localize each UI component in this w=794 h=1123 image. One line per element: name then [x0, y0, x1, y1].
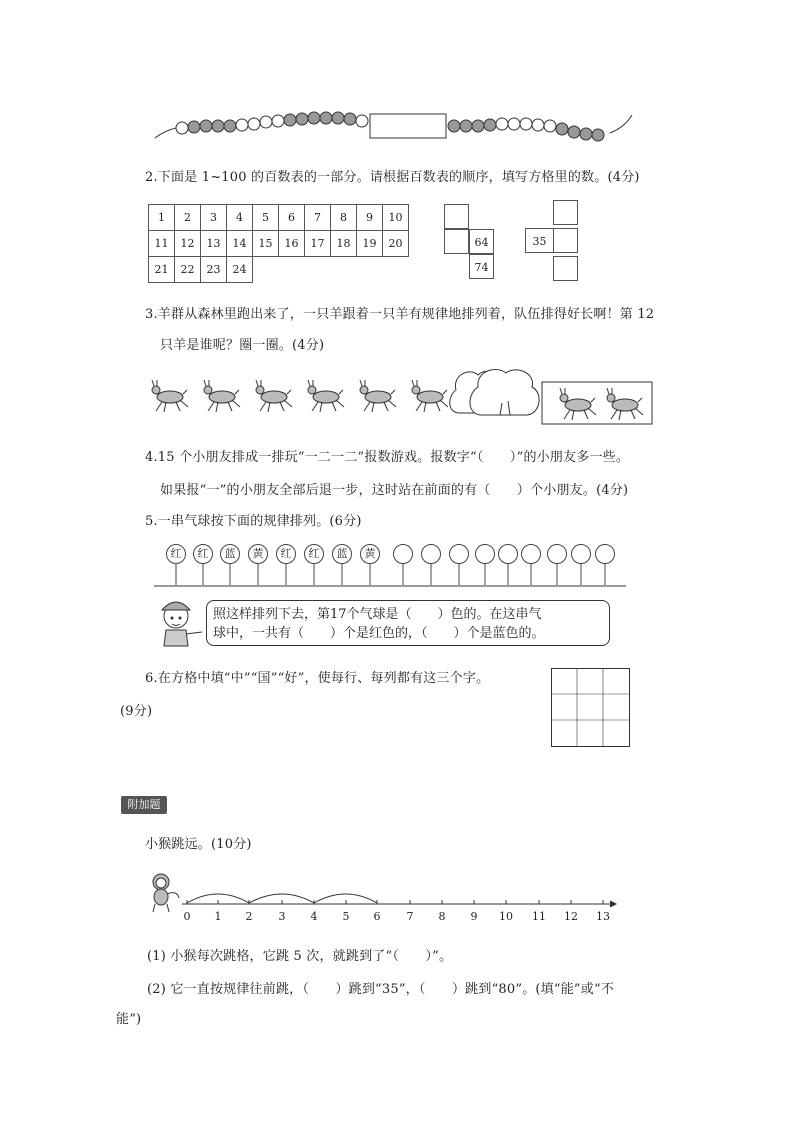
tick-label: 5 — [342, 910, 350, 923]
balloon-strings — [150, 562, 630, 590]
tick-label: 6 — [373, 910, 381, 923]
question-6-line1: 6.在方格中填“中”“国”“好”，使每行、每列都有这三个字。 — [145, 671, 490, 686]
balloon — [449, 544, 469, 564]
table-row: 11 12 13 14 15 16 17 18 19 20 — [149, 231, 409, 257]
bead-string — [150, 105, 640, 150]
question-5-text: 5.一串气球按下面的规律排列。(6分) — [145, 514, 362, 529]
number-line — [170, 885, 630, 907]
question-2-text: 2.下面是 1~100 的百数表的一部分。请根据百数表的顺序，填写方格里的数。(4分) — [145, 170, 640, 185]
balloon: 红 — [193, 544, 213, 564]
balloon: 红 — [276, 544, 296, 564]
bonus-sub-2: (2) 它一直按规律往前跳，（ ）跳到“35”，（ ）跳到“80”。(填“能”或“不 — [147, 982, 615, 997]
tick-label: 7 — [406, 910, 414, 923]
tick-label: 11 — [532, 910, 546, 923]
tick-label: 0 — [183, 910, 191, 923]
three-by-three-grid[interactable] — [551, 668, 631, 748]
balloon — [547, 544, 567, 564]
balloon — [498, 544, 518, 564]
tick-label: 10 — [499, 910, 513, 923]
bonus-tag: 附加题 — [121, 796, 167, 814]
balloon: 黄 — [360, 544, 380, 564]
table-row: 1 2 3 4 5 6 7 8 9 10 — [149, 205, 409, 231]
tick-label: 9 — [470, 910, 478, 923]
tick-label: 12 — [564, 910, 578, 923]
balloon: 红 — [166, 544, 186, 564]
answer-box[interactable] — [553, 200, 578, 225]
tick-label: 8 — [438, 910, 446, 923]
forest — [450, 369, 539, 415]
tick-label: 13 — [596, 910, 610, 923]
balloon — [595, 544, 615, 564]
bonus-title: 小猴跳远。(10分) — [145, 837, 252, 852]
tick-label: 4 — [310, 910, 318, 923]
given-number: 74 — [469, 254, 494, 279]
given-number: 64 — [469, 229, 494, 254]
balloon — [475, 544, 495, 564]
table-row: 21 22 23 24 — [149, 257, 409, 283]
balloon: 红 — [304, 544, 324, 564]
bonus-sub-2-cont: 能”) — [116, 1012, 142, 1027]
balloon — [393, 544, 413, 564]
tick-label: 1 — [214, 910, 222, 923]
balloon — [571, 544, 591, 564]
hundred-chart — [148, 204, 409, 283]
balloon: 黄 — [248, 544, 268, 564]
speech-line-2: 球中，一共有（ ）个是红色的，（ ）个是蓝色的。 — [213, 626, 545, 641]
question-4-line1: 4.15 个小朋友排成一排玩“一二一二”报数游戏。报数字“（ ）”的小朋友多一些。 — [145, 450, 630, 465]
answer-box[interactable] — [444, 229, 469, 254]
answer-box[interactable] — [553, 256, 578, 281]
goat-row — [148, 365, 658, 425]
speech-bubble — [206, 600, 610, 646]
answer-box[interactable] — [444, 204, 469, 229]
question-4-line2: 如果报“一”的小朋友全部后退一步，这时站在前面的有（ ）个小朋友。(4分) — [160, 483, 629, 498]
question-3-line1: 3.羊群从森林里跑出来了，一只羊跟着一只羊有规律地排列着，队伍排得好长啊！第 12 — [145, 307, 655, 322]
bonus-sub-1: (1) 小猴每次跳格，它跳 5 次，就跳到了“（ ）”。 — [147, 949, 453, 964]
given-number: 35 — [525, 228, 554, 253]
balloon: 蓝 — [332, 544, 352, 564]
answer-box[interactable] — [553, 228, 578, 253]
balloon — [521, 544, 541, 564]
question-6-line2: (9分) — [120, 704, 153, 719]
balloon: 蓝 — [220, 544, 240, 564]
tick-label: 2 — [245, 910, 253, 923]
boy-illustration — [150, 594, 210, 654]
question-3-line2: 只羊是谁呢？圈一圈。(4分) — [160, 338, 325, 353]
balloon — [421, 544, 441, 564]
tick-label: 3 — [278, 910, 286, 923]
speech-line-1: 照这样排列下去，第17个气球是（ ）色的。在这串气 — [213, 607, 542, 622]
